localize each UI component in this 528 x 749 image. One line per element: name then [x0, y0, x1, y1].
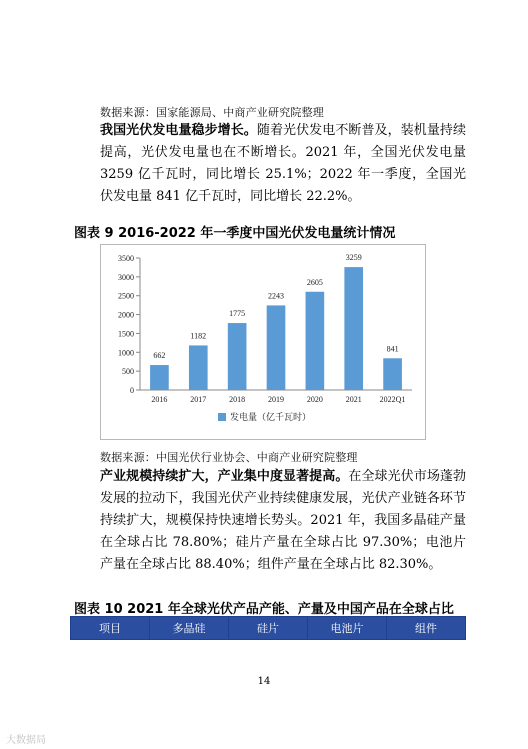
- table-header-item: 项目: [71, 617, 150, 640]
- x-tick-label: 2016: [151, 395, 168, 404]
- y-tick-label: 0: [130, 386, 134, 395]
- y-tick-label: 3000: [118, 272, 134, 282]
- x-tick-label: 2021: [345, 395, 362, 404]
- x-tick-label: 2017: [190, 395, 207, 404]
- legend-label: 发电量（亿千瓦时）: [230, 413, 312, 423]
- bar: [150, 365, 169, 390]
- bar: [267, 305, 286, 390]
- table-header-cell: 电池片: [308, 617, 387, 640]
- legend-swatch: [218, 413, 226, 421]
- bar: [306, 292, 325, 390]
- bar: [383, 358, 402, 390]
- paragraph-body-2: 在全球光伏市场蓬勃发展的拉动下，我国光伏产业持续健康发展，光伏产业链各环节持续扩大，规模保持快速增长势头。2021 年，我国多晶硅产量在全球占比 78.80%；硅片产量在全球占比 97.30%；电池片产量在全球占比 88.40%；组件产量在全球占比 82.30%。: [100, 469, 466, 572]
- watermark-text: 大数据局: [6, 735, 46, 746]
- paragraph-body: 随着光伏发电不断普及，装机量持续提高，光伏发电量也在不断增长。2021 年，全国光伏发电量 3259 亿千瓦时，同比增长 25.1%；2022 年一季度，全国光伏发电量 841 亿千瓦时，同比增长 22.2%。: [100, 123, 466, 204]
- paragraph-lead: 我国光伏发电量稳步增长。: [100, 123, 257, 138]
- bar-value-label: 3259: [345, 253, 362, 263]
- table-header-polysilicon: 多晶硅: [150, 617, 229, 640]
- bar: [228, 323, 247, 390]
- x-tick-label: 2022Q1: [379, 395, 406, 404]
- y-tick-label: 2000: [118, 310, 134, 320]
- x-tick-label: 2019: [268, 395, 284, 404]
- data-source-note: 数据来源：国家能源局、中商产业研究院整理: [100, 106, 324, 119]
- paragraph-solar-generation: [100, 120, 466, 208]
- figure-9-title: 图表 9 2016-2022 年一季度中国光伏发电量统计情况: [74, 226, 396, 241]
- page-number: 14: [257, 676, 271, 687]
- chart-canvas: [100, 244, 426, 440]
- bar: [344, 267, 363, 390]
- bar: [189, 345, 208, 390]
- x-tick-label: 2020: [306, 395, 323, 404]
- table-header-wafer: 硅片: [229, 617, 308, 640]
- y-tick-label: 2500: [118, 291, 134, 301]
- bar-value-label: 662: [153, 351, 166, 361]
- x-tick-label: 2018: [229, 395, 246, 404]
- bar-value-label: 1182: [190, 331, 207, 341]
- y-tick-label: 1000: [118, 348, 134, 358]
- bar-value-label: 2243: [268, 291, 284, 301]
- generation-bar-chart: [100, 244, 426, 440]
- y-tick-label: 1500: [118, 329, 134, 339]
- bar-value-label: 841: [386, 344, 399, 354]
- paragraph-industry-scale: [100, 466, 466, 576]
- y-tick-label: 3500: [118, 254, 134, 263]
- paragraph-lead-2: 产业规模持续扩大，产业集中度显著提高。: [100, 469, 349, 484]
- table-header-module: 组件: [387, 617, 466, 640]
- bar-value-label: 2605: [306, 277, 323, 287]
- data-source-note-2: 数据来源：中国光伏行业协会、中商产业研究院整理: [100, 451, 358, 464]
- global-share-table: [70, 616, 466, 640]
- bar-value-label: 1775: [229, 309, 246, 319]
- y-tick-label: 500: [122, 367, 134, 377]
- table-header-row: [71, 617, 466, 640]
- figure-10-title: 图表 10 2021 年全球光伏产品产能、产量及中国产品在全球占比: [74, 602, 454, 617]
